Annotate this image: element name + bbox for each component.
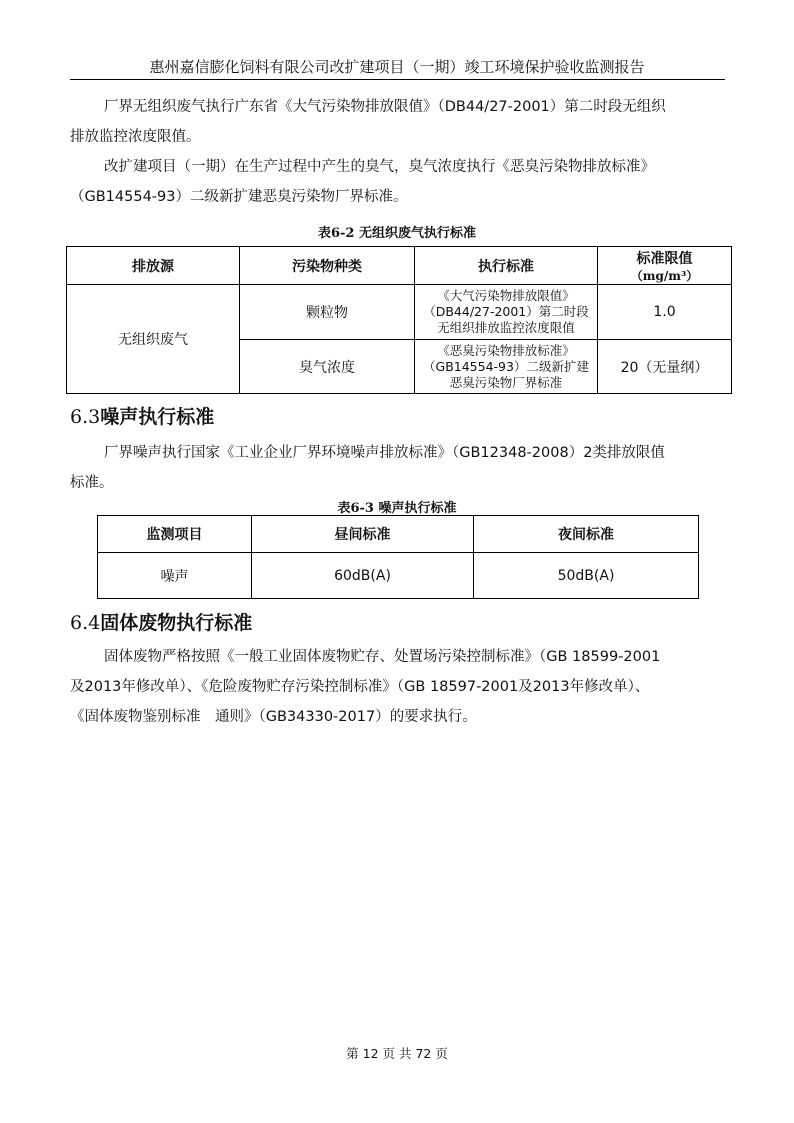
report-header-title: 惠州嘉信膨化饲料有限公司改扩建项目（一期）竣工环境保护验收监测报告 [149,58,645,76]
paragraph-line: 标准。 [70,475,114,491]
table-row [67,285,732,340]
table-header-row [67,247,732,285]
header-limit-label: 标准限值 [636,250,693,267]
table-6-2-caption: 表6-2 无组织废气执行标准 [317,226,476,241]
section-title: 噪声执行标准 [100,406,215,428]
header-cell-limit [598,247,732,285]
table-cell: 50dB(A) [474,553,699,599]
standard-line: 恶臭污染物厂界标准 [449,374,563,390]
section-number: 6.4 [70,612,101,634]
table-row [98,553,699,599]
section-6-4-heading [70,608,252,635]
paragraph-fugitive-gas [70,92,730,212]
paragraph-line: 厂界无组织废气执行广东省《大气污染物排放限值》（DB44/27-2001）第二时段无组织 [104,99,666,115]
limit-cell: 1.0 [598,285,732,340]
standard-line: 无组织排放监控浓度限值 [437,320,575,335]
limit-cell: 20（无量纲） [598,340,732,394]
table-cell: 噪声 [98,553,252,599]
table-cell: 60dB(A) [252,553,474,599]
standard-cell [415,340,598,394]
header-cell: 昼间标准 [252,516,474,553]
standard-line: （GB14554-93）二级新扩建 [423,358,589,374]
section-number: 6.3 [70,406,101,428]
standard-line: 《大气污染物排放限值》 [437,288,575,303]
source-cell: 无组织废气 [67,285,240,394]
header-cell: 监测项目 [98,516,252,553]
section-title: 固体废物执行标准 [100,612,253,634]
paragraph-line: 《固体废物鉴别标准 通则》（GB34330-2017）的要求执行。 [70,709,477,725]
pollutant-cell: 臭气浓度 [240,340,415,394]
table-header-row [98,516,699,553]
header-cell: 执行标准 [415,247,598,285]
paragraph-line: （GB14554-93）二级新扩建恶臭污染物厂界标准。 [70,189,408,205]
header-cell: 夜间标准 [474,516,699,553]
page-number: 第 12 页 共 72 页 [346,1046,448,1061]
paragraph-line: 及2013年修改单）、《危险废物贮存污染控制标准》（GB 18597-2001及2013年修改单）、 [70,679,650,695]
header-divider [70,79,725,80]
standard-cell [415,285,598,340]
paragraph-line: 厂界噪声执行国家《工业企业厂界环境噪声排放标准》（GB12348-2008）2类排放限值 [104,445,665,461]
pollutant-cell: 颗粒物 [240,285,415,340]
paragraph-line: 改扩建项目（一期）在生产过程中产生的臭气，臭气浓度执行《恶臭污染物排放标准》 [104,159,655,175]
standard-line: （DB44/27-2001）第二时段 [423,304,589,319]
paragraph-line: 排放监控浓度限值。 [70,129,201,145]
paragraph-solid-waste [70,642,730,732]
header-cell: 污染物种类 [240,247,415,285]
table-6-3 [97,515,699,599]
table-6-2 [66,246,732,394]
standard-line: 《恶臭污染物排放标准》 [437,342,575,358]
header-limit-unit: （mg/m³） [630,268,699,283]
table-6-3-caption: 表6-3 噪声执行标准 [337,501,457,516]
paragraph-line: 固体废物严格按照《一般工业固体废物贮存、处置场污染控制标准》（GB 18599-2001 [104,649,661,665]
header-cell: 排放源 [67,247,240,285]
paragraph-noise [70,438,730,498]
section-6-3-heading [70,402,214,429]
